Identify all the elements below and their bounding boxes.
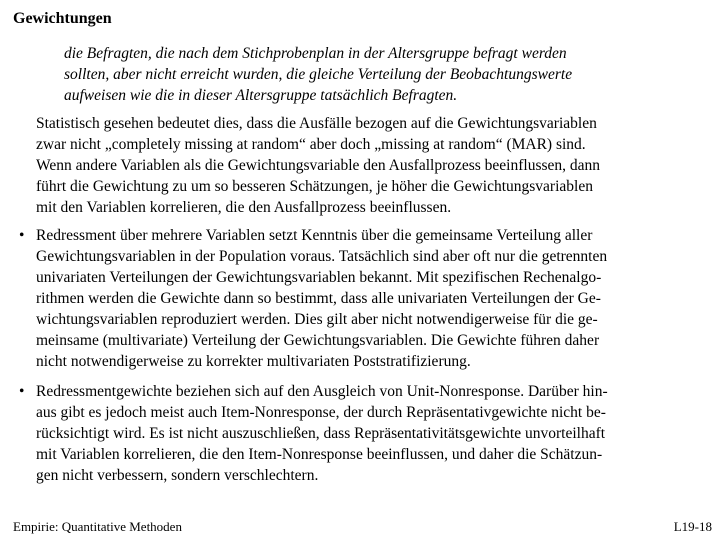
bullet-line: meinsame (multivariate) Verteilung der Gewichtungsvariablen. Die Gewichte führen daher [36, 332, 600, 349]
bullet-line: gen nicht verbessern, sondern verschlechtern. [36, 467, 319, 484]
bullet-line: Redressmentgewichte beziehen sich auf den Ausgleich von Unit-Nonresponse. Darüber hin- [36, 383, 608, 400]
paragraph-line: Wenn andere Variablen als die Gewichtungsvariable den Ausfallprozess beeinflussen, dann [36, 157, 601, 174]
slide-title: Gewichtungen [13, 10, 112, 27]
footer-course-name: Empirie: Quantitative Methoden [13, 519, 182, 534]
paragraph-line: Statistisch gesehen bedeutet dies, dass die Ausfälle bezogen auf die Gewichtungsvariablen [36, 115, 597, 132]
italic-paragraph [64, 43, 704, 106]
italic-line: aufweisen wie die in dieser Altersgruppe tatsächlich Befragten. [64, 87, 458, 104]
bullet-item-redressmentgewichte [19, 381, 696, 486]
bullet-line: wichtungsvariablen reproduziert werden. Dies gilt aber nicht notwendigerweise für die ge- [36, 311, 598, 328]
bullet-item-redressment [19, 225, 696, 372]
italic-line: sollten, aber nicht erreicht wurden, die gleiche Verteilung der Beobachtungswerte [64, 66, 573, 83]
bullet-line: mit Variablen korrelieren, die den Item-Nonresponse beeinflussen, und daher die Schätzun- [36, 446, 603, 463]
body-paragraph [36, 113, 696, 218]
bullet-line: Redressment über mehrere Variablen setzt Kenntnis über die gemeinsame Verteilung aller [36, 227, 593, 244]
bullet-line: univariaten Verteilungen der Gewichtungsvariablen bekannt. Mit spezifischen Rechenalgo- [36, 269, 602, 286]
paragraph-line: zwar nicht „completely missing at random“ aber doch „missing at random“ (MAR) sind. [36, 136, 586, 153]
bullet-line: rithmen werden die Gewichte dann so bestimmt, dass alle univariaten Verteilungen der Ge- [36, 290, 601, 307]
bullet-line: rücksichtigt wird. Es ist nicht auszuschließen, dass Repräsentativitätsgewichte unvorteilhaft [36, 425, 606, 442]
footer-page-number: L19-18 [673, 519, 712, 534]
bullet-icon: • [19, 383, 25, 400]
bullet-icon: • [19, 227, 25, 244]
paragraph-line: mit den Variablen korrelieren, die den Ausfallprozess beeinflussen. [36, 199, 452, 216]
bullet-line: Gewichtungsvariablen in der Population voraus. Tatsächlich sind aber oft nur die getrennten [36, 248, 608, 265]
bullet-line: nicht notwendigerweise zu korrekter multivariaten Poststratifizierung. [36, 353, 471, 370]
italic-line: die Befragten, die nach dem Stichprobenplan in der Altersgruppe befragt werden [64, 45, 567, 62]
bullet-line: aus gibt es jedoch meist auch Item-Nonresponse, der durch Repräsentativgewichte nicht be- [36, 404, 606, 421]
paragraph-line: führt die Gewichtung zu um so besseren Schätzungen, je höher die Gewichtungsvariablen [36, 178, 593, 195]
